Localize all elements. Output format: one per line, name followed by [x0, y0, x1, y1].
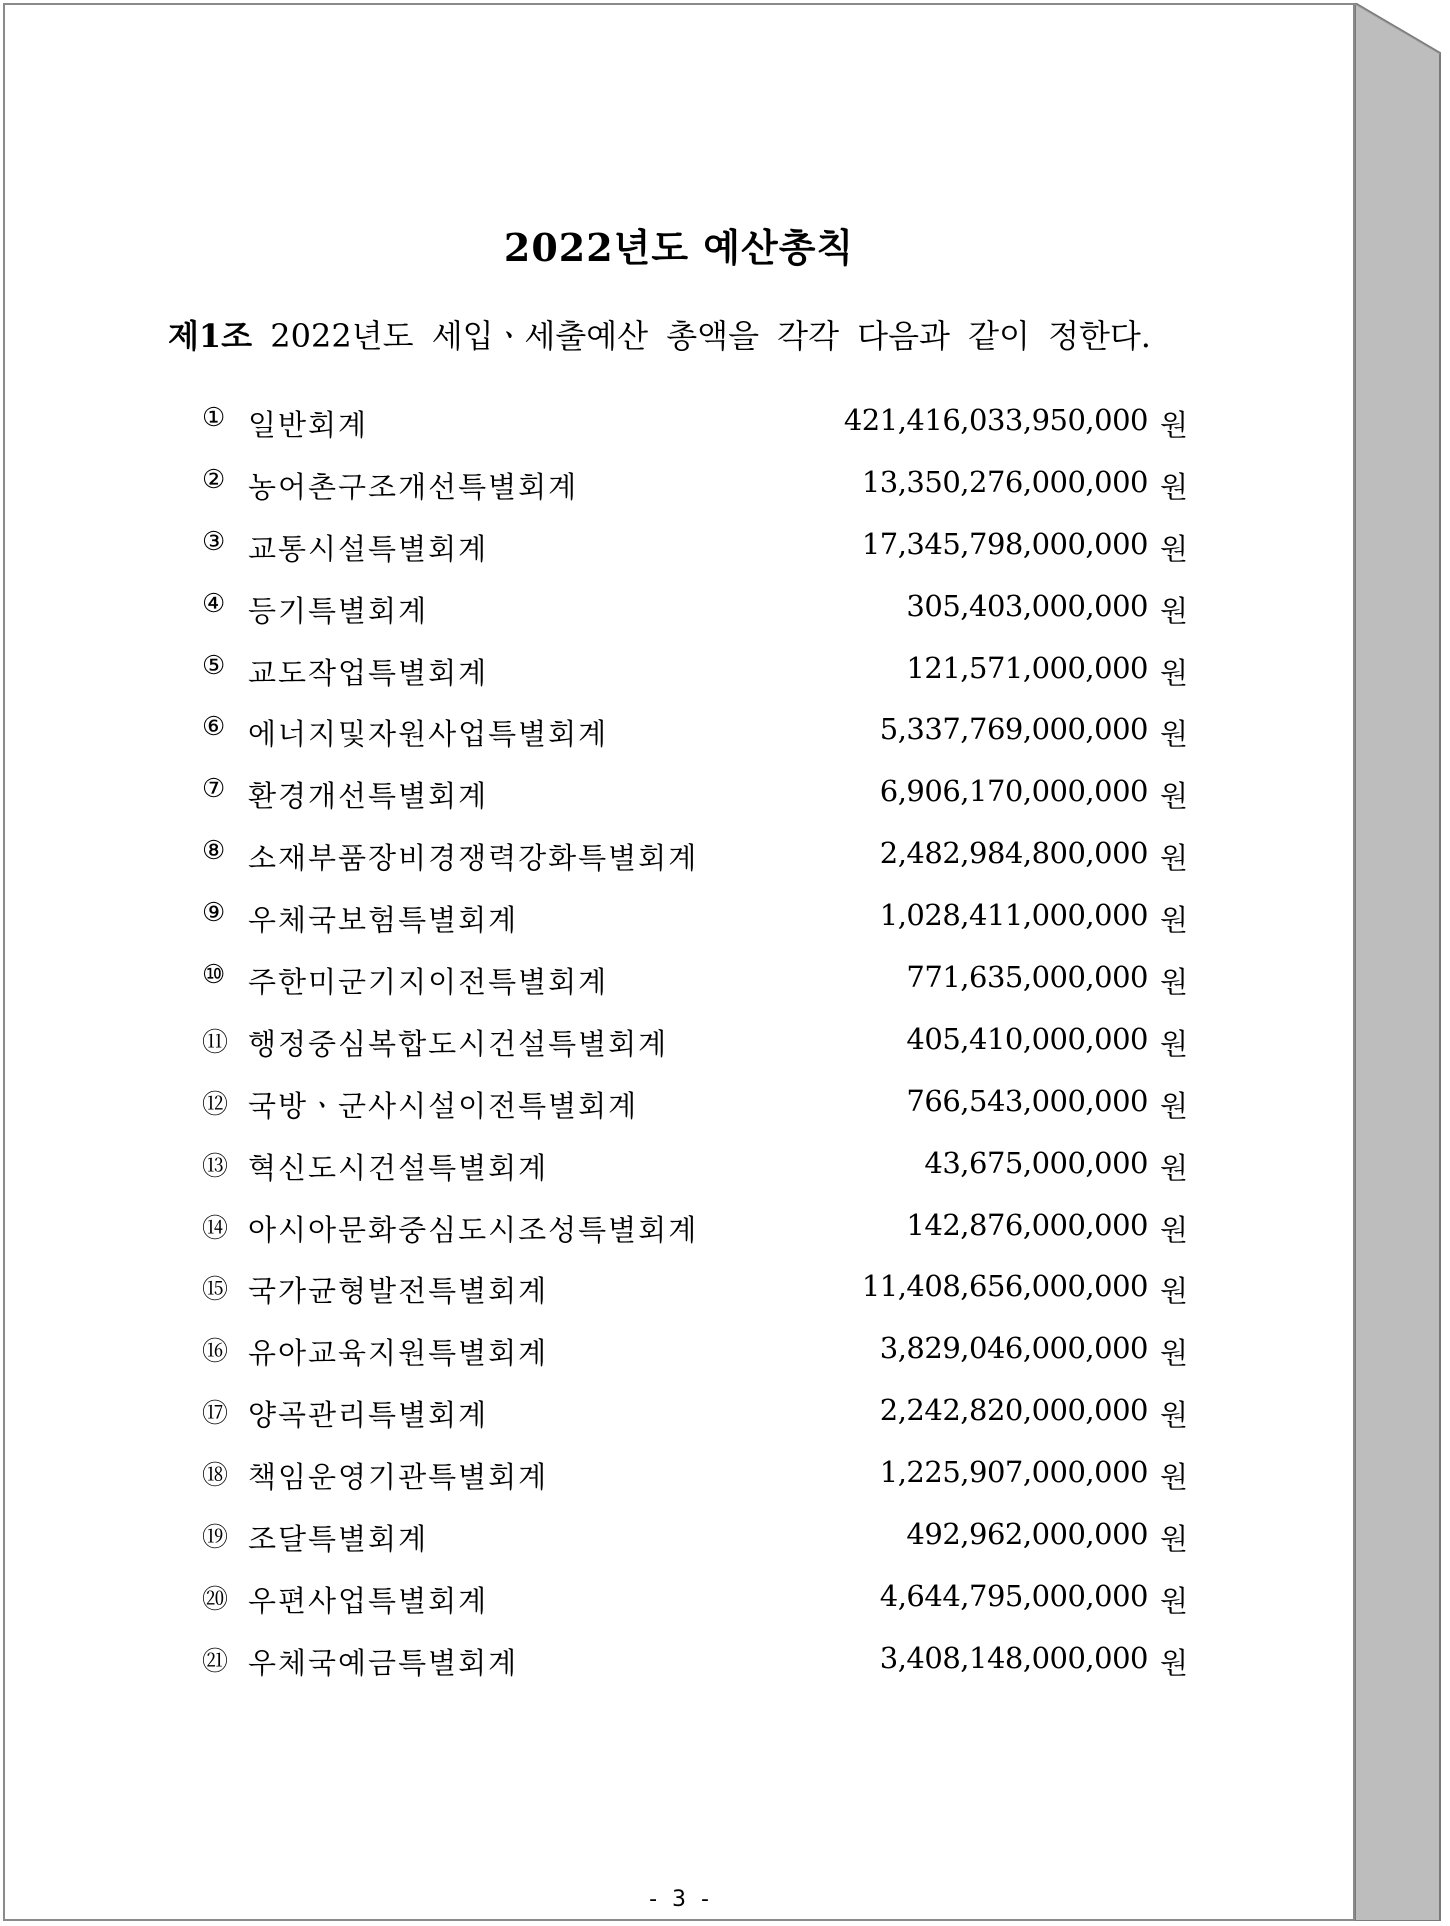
item-name: 환경개선특별회계: [248, 779, 489, 814]
article-text: 2022년도 세입ㆍ세출예산 총액을 각각 다음과 같이 정한다.: [270, 317, 1151, 355]
item-amount: 766,543,000,000: [906, 1083, 1148, 1118]
item-unit: 원: [1159, 1212, 1188, 1247]
item-amount: 771,635,000,000: [906, 960, 1148, 995]
item-unit: 원: [1159, 1398, 1188, 1433]
item-unit: 원: [1159, 655, 1188, 690]
list-item: [202, 1138, 1202, 1200]
item-number: ⑩: [202, 960, 226, 991]
item-number: ⑲: [202, 1523, 229, 1554]
item-amount: 3,408,148,000,000: [879, 1640, 1148, 1675]
item-name: 에너지및자원사업특별회계: [248, 717, 609, 752]
item-name: 아시아문화중심도시조성특별회계: [248, 1212, 699, 1247]
item-unit: 원: [1159, 1645, 1188, 1680]
item-unit: 원: [1159, 903, 1188, 938]
list-item: [202, 1385, 1202, 1447]
item-name: 국방ㆍ군사시설이전특별회계: [248, 1088, 639, 1123]
item-name: 우편사업특별회계: [248, 1583, 489, 1618]
item-name: 교도작업특별회계: [248, 655, 489, 690]
item-name: 등기특별회계: [248, 593, 429, 628]
item-amount: 2,482,984,800,000: [879, 836, 1148, 871]
item-unit: 원: [1159, 531, 1188, 566]
list-item: [202, 1571, 1202, 1633]
item-name: 주한미군기지이전특별회계: [248, 965, 609, 1000]
budget-item-list: [202, 395, 1202, 1695]
item-name: 농어촌구조개선특별회계: [248, 469, 579, 504]
item-unit: 원: [1159, 408, 1188, 442]
item-amount: 305,403,000,000: [906, 588, 1148, 623]
item-amount: 5,337,769,000,000: [879, 712, 1148, 747]
list-item: [202, 581, 1202, 643]
item-number: ⑦: [202, 774, 226, 805]
item-name: 교통시설특별회계: [248, 531, 489, 566]
list-item: [202, 1509, 1202, 1571]
item-number: ⑨: [202, 898, 226, 929]
list-item: [202, 457, 1202, 519]
item-amount: 11,408,656,000,000: [861, 1269, 1148, 1304]
item-name: 조달특별회계: [248, 1522, 429, 1557]
item-amount: 121,571,000,000: [906, 650, 1148, 685]
item-number: ⑱: [202, 1461, 229, 1492]
item-unit: 원: [1159, 1026, 1188, 1061]
list-item: [202, 890, 1202, 952]
list-item: [202, 643, 1202, 705]
item-unit: 원: [1159, 593, 1188, 628]
item-amount: 2,242,820,000,000: [879, 1393, 1148, 1428]
item-number: ⑰: [202, 1399, 229, 1430]
item-number: ⑪: [202, 1027, 229, 1058]
list-item: [202, 1633, 1202, 1695]
item-number: ⑫: [202, 1089, 229, 1120]
item-number: ⑬: [202, 1151, 229, 1182]
list-item: [202, 395, 1202, 457]
item-name: 행정중심복합도시건설특별회계: [248, 1026, 669, 1061]
item-amount: 1,028,411,000,000: [879, 898, 1148, 933]
item-number: ㉑: [202, 1646, 229, 1677]
page-stack-edge: [1355, 3, 1450, 1921]
list-item: [202, 828, 1202, 890]
list-item: [202, 1447, 1202, 1509]
list-item: [202, 1014, 1202, 1076]
item-amount: 6,906,170,000,000: [879, 774, 1148, 809]
item-amount: 17,345,798,000,000: [861, 526, 1148, 561]
item-name: 혁신도시건설특별회계: [248, 1150, 549, 1185]
list-item: [202, 1323, 1202, 1385]
item-unit: 원: [1159, 469, 1188, 504]
item-unit: 원: [1159, 1460, 1188, 1495]
item-amount: 43,675,000,000: [924, 1145, 1148, 1180]
item-amount: 3,829,046,000,000: [879, 1331, 1148, 1366]
item-name: 일반회계: [248, 408, 369, 442]
list-item: [202, 704, 1202, 766]
item-number: ⑤: [202, 650, 226, 681]
item-amount: 1,225,907,000,000: [879, 1455, 1148, 1490]
item-unit: 원: [1159, 841, 1188, 876]
list-item: [202, 1261, 1202, 1323]
article-1: [168, 311, 1151, 357]
item-unit: 원: [1159, 1522, 1188, 1557]
item-unit: 원: [1159, 1336, 1188, 1371]
item-name: 양곡관리특별회계: [248, 1398, 489, 1433]
article-label: 제1조: [168, 317, 253, 355]
item-number: ⑭: [202, 1213, 229, 1244]
document-page: [3, 3, 1355, 1921]
item-number: ⑳: [202, 1584, 229, 1615]
page-number: - 3 -: [649, 1887, 709, 1912]
page-title: 2022년도 예산총칙: [503, 225, 855, 270]
item-number: ⑯: [202, 1337, 229, 1368]
item-amount: 142,876,000,000: [906, 1207, 1148, 1242]
item-number: ④: [202, 588, 226, 619]
item-number: ⑥: [202, 712, 226, 743]
item-number: ③: [202, 526, 226, 557]
item-number: ②: [202, 464, 226, 495]
item-name: 유아교육지원특별회계: [248, 1336, 549, 1371]
item-unit: 원: [1159, 1088, 1188, 1123]
item-unit: 원: [1159, 717, 1188, 752]
item-amount: 421,416,033,950,000: [843, 403, 1148, 437]
item-unit: 원: [1159, 965, 1188, 1000]
item-unit: 원: [1159, 1150, 1188, 1185]
item-unit: 원: [1159, 779, 1188, 814]
item-number: ①: [202, 403, 226, 433]
item-amount: 13,350,276,000,000: [861, 464, 1148, 499]
item-name: 소재부품장비경쟁력강화특별회계: [248, 841, 699, 876]
list-item: [202, 519, 1202, 581]
item-name: 책임운영기관특별회계: [248, 1460, 549, 1495]
item-amount: 492,962,000,000: [906, 1517, 1148, 1552]
item-name: 국가균형발전특별회계: [248, 1274, 549, 1309]
list-item: [202, 1076, 1202, 1138]
list-item: [202, 952, 1202, 1014]
item-name: 우체국예금특별회계: [248, 1645, 519, 1680]
item-unit: 원: [1159, 1583, 1188, 1618]
item-unit: 원: [1159, 1274, 1188, 1309]
item-number: ⑧: [202, 836, 226, 867]
list-item: [202, 766, 1202, 828]
item-name: 우체국보험특별회계: [248, 903, 519, 938]
item-amount: 405,410,000,000: [906, 1021, 1148, 1056]
list-item: [202, 1200, 1202, 1262]
item-amount: 4,644,795,000,000: [879, 1578, 1148, 1613]
item-number: ⑮: [202, 1275, 229, 1306]
